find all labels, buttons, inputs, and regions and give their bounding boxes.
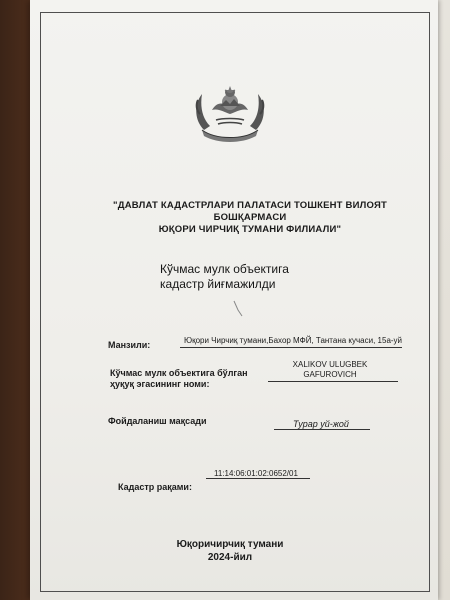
cadastre-underline — [206, 478, 310, 479]
address-label: Манзили: — [108, 340, 151, 350]
address-value: Юқори Чирчиқ тумани,Бахор МФЙ, Тантана кучаси, 15а-уй — [184, 336, 403, 345]
title-line-1: Кўчмас мулк объектига — [160, 262, 289, 276]
owner-underline — [268, 381, 398, 382]
footer-year: 2024-йил — [207, 552, 253, 563]
header-line-3: ЮҚОРИ ЧИРЧИҚ ТУМАНИ ФИЛИАЛИ" — [158, 224, 342, 235]
owner-label-line-1: Кўчмас мулк объектига бўлган — [110, 368, 248, 378]
organization-header — [100, 200, 400, 236]
purpose-value: Турар уй-жой — [293, 419, 349, 429]
owner-value-line-2: GAFUROVICH — [303, 370, 357, 379]
header-line-1: "ДАВЛАТ КАДАСТРЛАРИ ПАЛАТАСИ ТОШКЕНТ ВИЛОЯТ — [113, 200, 387, 211]
purpose-label: Фойдаланиш мақсади — [108, 416, 207, 426]
title-line-2: кадастр йиғмажилди — [160, 277, 276, 291]
state-emblem-icon — [190, 84, 270, 146]
owner-label-line-2: ҳуқуқ эгасининг номи: — [110, 379, 210, 389]
document-footer — [150, 538, 310, 564]
address-underline — [180, 347, 402, 348]
owner-value-line-1: XALIKOV ULUGBEK — [292, 360, 368, 369]
header-line-2: БОШҚАРМАСИ — [213, 212, 287, 223]
paper-tear-mark — [232, 300, 244, 318]
cadastre-label: Кадастр рақами: — [118, 482, 192, 492]
cadastre-value: 11:14:06:01:02:0652/01 — [214, 469, 298, 478]
footer-district: Юқоричирчиқ тумани — [176, 539, 284, 550]
document-title — [160, 262, 340, 292]
purpose-underline — [274, 429, 370, 430]
